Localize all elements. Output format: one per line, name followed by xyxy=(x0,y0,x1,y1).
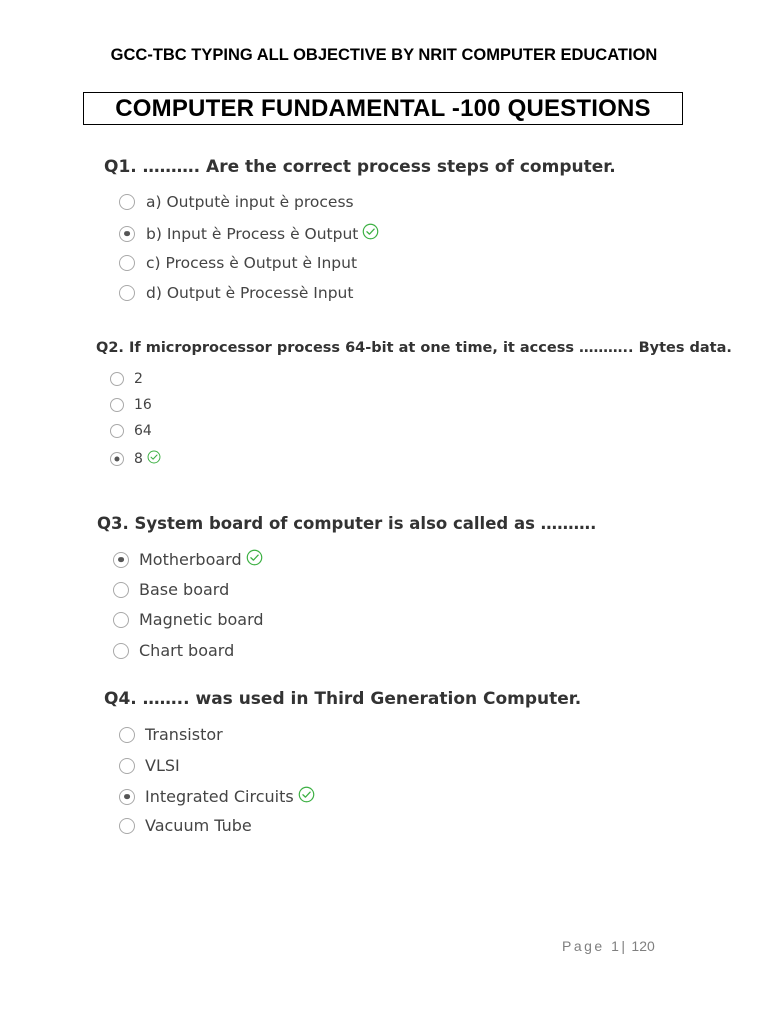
radio-button-icon[interactable] xyxy=(119,727,135,743)
question-4-option-1[interactable] xyxy=(119,725,223,744)
question-4-text: Q4. …….. was used in Third Generation Computer. xyxy=(104,689,582,709)
option-label: VLSI xyxy=(145,756,180,775)
radio-button-icon[interactable] xyxy=(110,372,124,386)
question-1-option-c[interactable] xyxy=(119,254,357,272)
option-label: Transistor xyxy=(145,725,223,744)
option-label: 64 xyxy=(134,423,152,439)
option-label: 8 xyxy=(134,451,143,467)
question-2-option-3[interactable] xyxy=(110,423,152,439)
question-3-option-4[interactable] xyxy=(113,641,234,660)
question-2-option-2[interactable] xyxy=(110,397,152,413)
radio-button-icon[interactable] xyxy=(113,612,129,628)
option-label: d) Output è Processè Input xyxy=(146,284,354,302)
page-word: Page xyxy=(562,938,605,954)
question-1-option-d[interactable] xyxy=(119,284,353,302)
option-label: Integrated Circuits xyxy=(145,787,294,806)
question-3-option-3[interactable] xyxy=(113,610,264,629)
option-label: Chart board xyxy=(139,641,235,660)
page-separator: | xyxy=(621,938,626,954)
option-label: Base board xyxy=(139,580,230,599)
radio-button-icon[interactable] xyxy=(119,789,135,805)
radio-button-icon[interactable] xyxy=(110,398,124,412)
radio-button-icon[interactable] xyxy=(119,285,135,301)
check-circle-icon xyxy=(298,786,315,807)
question-2-option-1[interactable] xyxy=(110,371,143,387)
page-footer xyxy=(562,938,655,954)
page-number: 1 xyxy=(611,938,622,954)
question-3-option-1[interactable] xyxy=(113,549,263,570)
question-1-option-a[interactable] xyxy=(119,193,354,211)
radio-button-icon[interactable] xyxy=(113,582,129,598)
radio-button-icon[interactable] xyxy=(113,643,129,659)
option-label: b) Input è Process è Output xyxy=(146,224,359,243)
option-label: 16 xyxy=(134,397,152,413)
radio-button-icon[interactable] xyxy=(119,818,135,834)
total-pages: 120 xyxy=(631,938,655,954)
option-label: a) Outputè input è process xyxy=(146,193,354,211)
radio-button-icon[interactable] xyxy=(113,552,129,568)
option-label: 2 xyxy=(134,371,143,387)
radio-button-icon[interactable] xyxy=(119,255,135,271)
question-1-text: Q1. ………. Are the correct process steps of computer. xyxy=(104,157,616,177)
radio-button-icon[interactable] xyxy=(119,758,135,774)
option-label: Magnetic board xyxy=(139,610,264,629)
section-title-box xyxy=(83,92,683,125)
question-4-option-2[interactable] xyxy=(119,756,180,775)
radio-button-icon[interactable] xyxy=(119,226,135,242)
radio-button-icon[interactable] xyxy=(119,194,135,210)
radio-button-icon[interactable] xyxy=(110,452,124,466)
option-label: c) Process è Output è Input xyxy=(146,254,358,272)
question-2-text: Q2. If microprocessor process 64-bit at one time, it access ……….. Bytes data. xyxy=(96,340,732,356)
section-title: COMPUTER FUNDAMENTAL -100 QUESTIONS xyxy=(115,94,651,122)
question-1-option-b[interactable] xyxy=(119,223,379,244)
question-2-option-4[interactable] xyxy=(110,450,161,468)
question-4-option-4[interactable] xyxy=(119,816,252,835)
question-3-text: Q3. System board of computer is also called as ………. xyxy=(97,514,597,533)
radio-button-icon[interactable] xyxy=(110,424,124,438)
check-circle-icon xyxy=(147,450,161,468)
option-label: Vacuum Tube xyxy=(145,816,252,835)
document-header: GCC-TBC TYPING ALL OBJECTIVE BY NRIT COMPUTER EDUCATION xyxy=(110,46,658,64)
question-4-option-3[interactable] xyxy=(119,786,315,807)
check-circle-icon xyxy=(362,223,379,244)
question-3-option-2[interactable] xyxy=(113,580,229,599)
option-label: Motherboard xyxy=(139,550,242,569)
check-circle-icon xyxy=(246,549,263,570)
